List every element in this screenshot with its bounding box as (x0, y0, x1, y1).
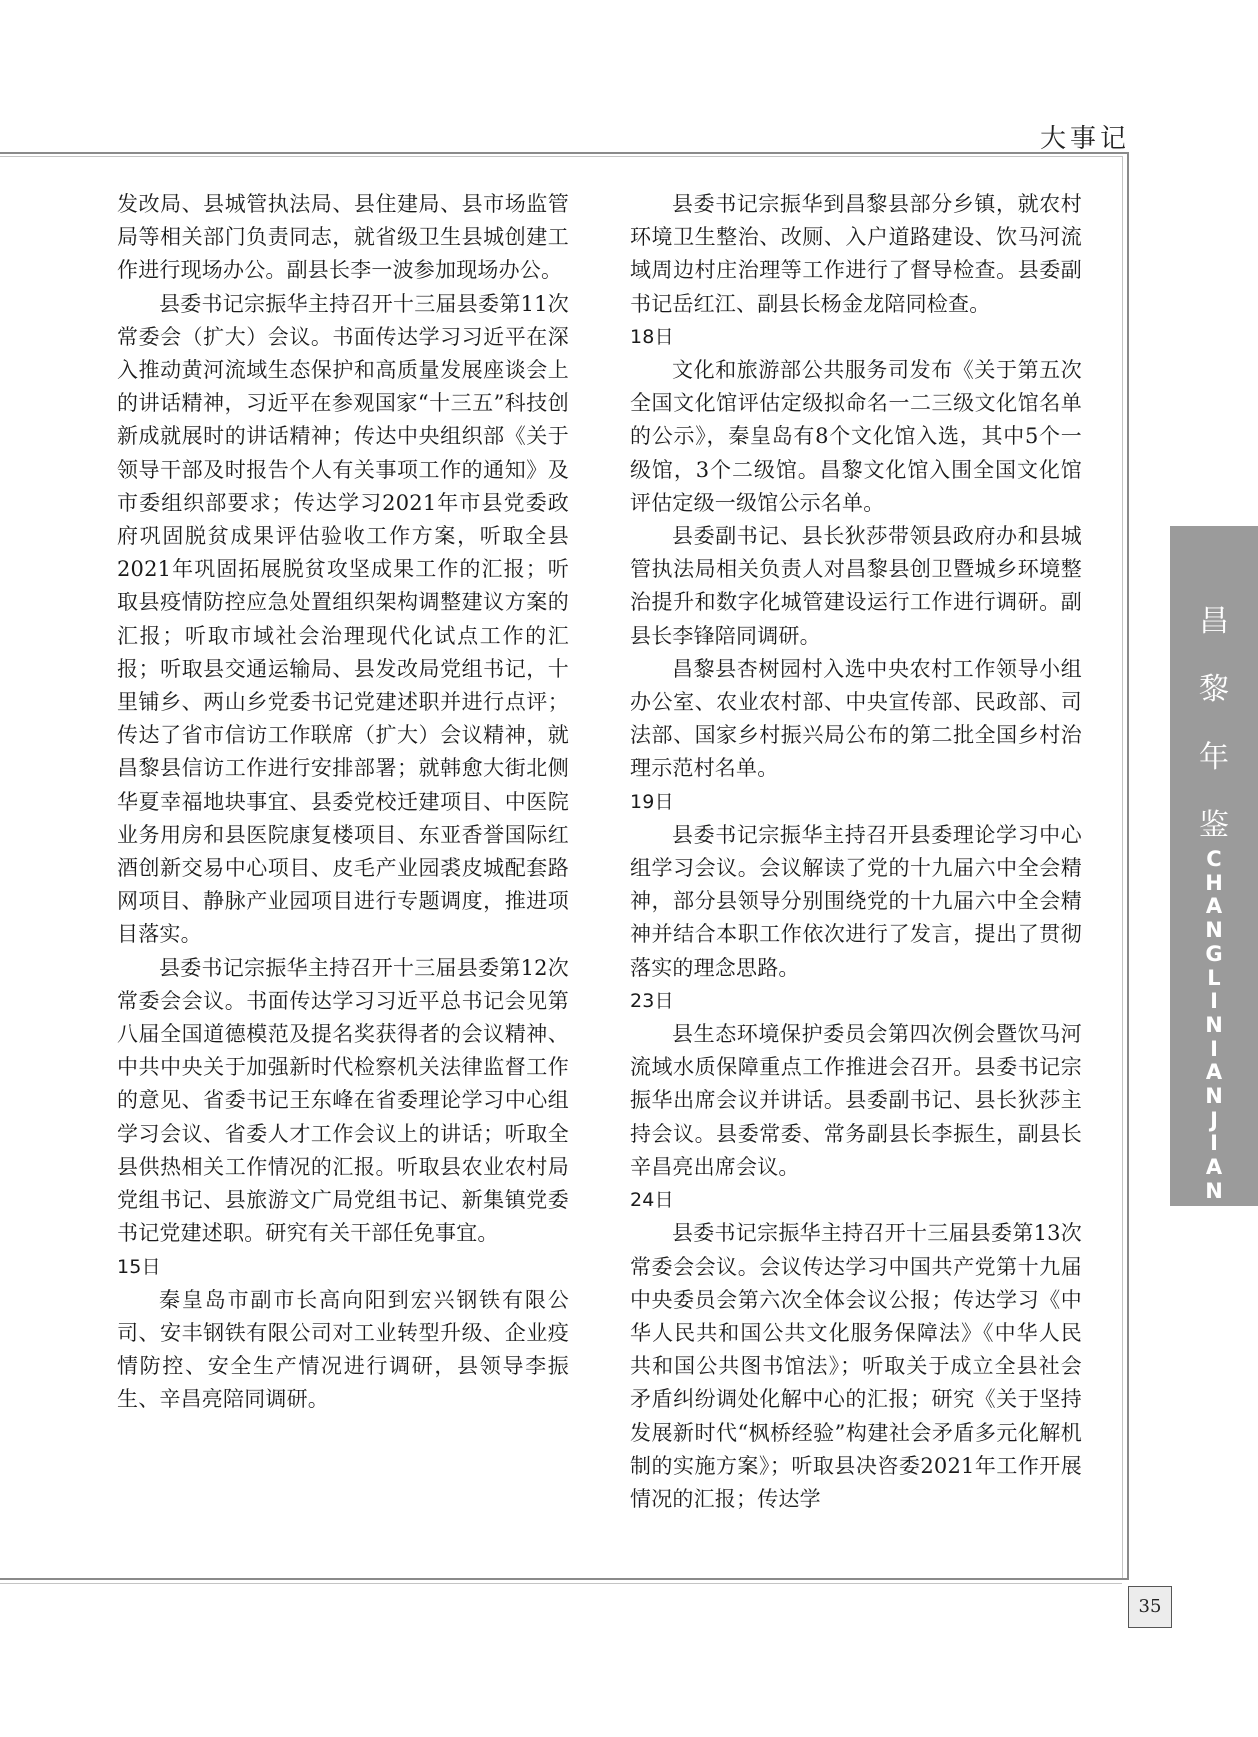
paragraph: 发改局、县城管执法局、县住建局、县市场监管局等相关部门负责同志，就省级卫生县城创建工作进行现场办公。副县长李一波参加现场办公。 (117, 192, 569, 283)
side-en-letter: N (1205, 1012, 1223, 1037)
frame-top-inner-border (0, 156, 1122, 157)
frame-top-border (0, 152, 1128, 154)
paragraph: 县委书记宗振华主持召开十三届县委第11次常委会（扩大）会议。书面传达学习习近平在深入推动黄河流域生态保护和高质量发展座谈会上的讲话精神，习近平在参观国家“十三五”科技创新成就展时的讲话精神；传达中央组织部《关于领导干部及时报告个人有关事项工作的通知》及市委组织部要求；传达学习2021年市县党委政府巩固脱贫成果评估验收工作方案，听取全县2021年巩固拓展脱贫攻坚成果工作的汇报；听取县疫情防控应急处置组织架构调整建议方案的汇报；听取市域社会治理现代化试点工作的汇报；听取县交通运输局、县发改局党组书记，十里铺乡、两山乡党委书记党建述职并进行点评；传达了省市信访工作联席（扩大）会议精神，就昌黎县信访工作进行安排部署；就韩愈大街北侧华夏幸福地块事宜、县委党校迁建项目、中医院业务用房和县医院康复楼项目、东亚香誉国际红酒创新交易中心项目、皮毛产业园裘皮城配套路网项目、静脉产业园项目进行专题调度，推进项目落实。 (117, 291, 569, 947)
yearbook-title-cn (1170, 596, 1258, 868)
side-cn-char: 年 (1199, 740, 1229, 775)
side-en-letter: N (1205, 1178, 1223, 1203)
frame-right-border (1127, 152, 1129, 1580)
paragraph: 县委书记宗振华到昌黎县部分乡镇，就农村环境卫生整治、改厕、入户道路建设、饮马河流域周边村庄治理等工作进行了督导检查。县委副书记岳红江、副县长杨金龙陪同检查。 (630, 192, 1082, 316)
date-heading: 15日 (117, 1255, 161, 1278)
side-en-letter: C (1206, 847, 1222, 871)
right-text-column (630, 188, 1082, 1516)
paragraph: 昌黎县杏树园村入选中央农村工作领导小组办公室、农业农村部、中央宣传部、民政部、司法部、国家乡村振兴局公布的第二批全国乡村治理示范村名单。 (630, 656, 1082, 781)
side-cn-char: 黎 (1199, 672, 1229, 707)
side-en-letter: A (1205, 1060, 1223, 1085)
left-text-column (117, 188, 569, 1417)
side-en-letter: H (1205, 870, 1223, 895)
side-en-letter: G (1205, 941, 1223, 966)
frame-right-inner-border (1122, 156, 1123, 1580)
side-cn-char: 鉴 (1199, 808, 1229, 843)
side-en-letter: L (1207, 965, 1221, 990)
date-heading: 24日 (630, 1189, 674, 1212)
date-heading: 19日 (630, 790, 674, 813)
side-en-letter: A (1205, 894, 1223, 919)
side-en-letter: I (1210, 1036, 1218, 1061)
paragraph: 县委书记宗振华主持召开县委理论学习中心组学习会议。会议解读了党的十九届六中全会精神，部分县领导分别围绕党的十九届六中全会精神并结合本职工作依次进行了发言，提出了贯彻落实的理念思路。 (630, 822, 1082, 980)
date-heading: 18日 (630, 325, 674, 348)
paragraph: 文化和旅游部公共服务司发布《关于第五次全国文化馆评估定级拟命名一二三级文化馆名单的公示》，秦皇岛有8个文化馆入选，其中5个一级馆，3个二级馆。昌黎文化馆入围全国文化馆评估定级一级馆公示名单。 (630, 358, 1082, 515)
paragraph: 县委书记宗振华主持召开十三届县委第12次常委会会议。书面传达学习习近平总书记会见第八届全国道德模范及提名奖获得者的会议精神、中共中央关于加强新时代检察机关法律监督工作的意见、省委书记王东峰在省委理论学习中心组学习会议、省委人才工作会议上的讲话；听取全县供热相关工作情况的汇报。听取县农业农村局党组书记、县旅游文广局党组书记、新集镇党委书记党建述职。研究有关干部任免事宜。 (117, 955, 569, 1246)
side-en-letter: I (1210, 989, 1218, 1014)
side-en-letter: I (1210, 1131, 1218, 1156)
yearbook-title-pinyin (1170, 848, 1258, 1204)
paragraph: 县委书记宗振华主持召开十三届县委第13次常委会会议。会议传达学习中国共产党第十九届中央委员会第六次全体会议公报；传达学习《中华人民共和国公共文化服务保障法》《中华人民共和国公共图书馆法》；听取关于成立全县社会矛盾纠纷调处化解中心的汇报；研究《关于坚持发展新时代“枫桥经验”构建社会矛盾多元化解机制的实施方案》；听取县决咨委2021年工作开展情况的汇报；传达学 (630, 1221, 1082, 1511)
section-title: 大事记 (1040, 124, 1131, 154)
frame-bottom-border (0, 1578, 1128, 1580)
side-cn-char: 昌 (1199, 604, 1229, 639)
page-number: 35 (1128, 1586, 1172, 1628)
paragraph: 县委副书记、县长狄莎带领县政府办和县城管执法局相关负责人对昌黎县创卫暨城乡环境整治提升和数字化城管建设运行工作进行调研。副县长李锋陪同调研。 (630, 524, 1082, 648)
side-en-letter: N (1205, 918, 1223, 943)
yearbook-side-tab (1170, 526, 1258, 1206)
side-en-letter: A (1205, 1155, 1223, 1180)
paragraph: 县生态环境保护委员会第四次例会暨饮马河流域水质保障重点工作推进会召开。县委书记宗振华出席会议并讲话。县委副书记、县长狄莎主持会议。县委常委、常务副县长李振生，副县长辛昌亮出席会议。 (630, 1022, 1082, 1179)
side-en-letter: N (1205, 1084, 1223, 1109)
frame-bottom-inner-border (0, 1583, 1122, 1584)
date-heading: 23日 (630, 989, 674, 1012)
side-en-letter: J (1210, 1107, 1218, 1132)
paragraph: 秦皇岛市副市长高向阳到宏兴钢铁有限公司、安丰钢铁有限公司对工业转型升级、企业疫情防控、安全生产情况进行调研，县领导李振生、辛昌亮陪同调研。 (117, 1287, 569, 1412)
